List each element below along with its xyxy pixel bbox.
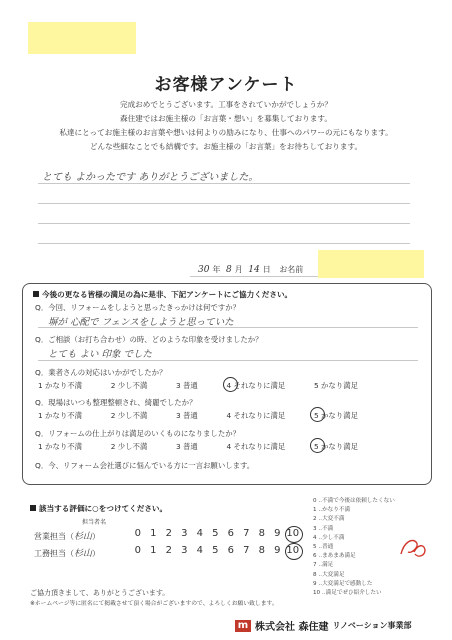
comment-line xyxy=(38,183,410,184)
digit[interactable]: 4 xyxy=(196,545,203,556)
option[interactable]: 3 普通 xyxy=(175,442,198,451)
option[interactable]: 3 普通 xyxy=(175,411,198,420)
digit[interactable]: 8 xyxy=(258,528,265,539)
comment-line xyxy=(38,203,410,204)
scale-item: 3 ‥不満 xyxy=(313,525,334,532)
digit[interactable]: 6 xyxy=(227,545,234,556)
question-6: Q．今、リフォーム会社選びに悩んでいる方に一言お願いします。 xyxy=(35,461,255,470)
option[interactable]: 2 少し不満 xyxy=(110,442,148,451)
name-label: お名前 xyxy=(279,265,304,274)
digit[interactable]: 7 xyxy=(243,528,250,539)
answer-1: 塀が 心配で フェンスをしようと思っていた xyxy=(48,317,234,328)
footer-note: ※ホームページ等に匿名にて掲載させて頂く場合がございますので、よろしくお願い致します。 xyxy=(30,601,278,607)
question-1: Q．今回、リフォームをしようと思ったきっかけは何ですか？ xyxy=(35,303,240,312)
sales-digits xyxy=(130,528,301,539)
scale-item: 1 ‥かなり不満 xyxy=(313,507,351,514)
redacted-top-box xyxy=(28,22,136,54)
options-q4 xyxy=(38,410,358,421)
selection-circle xyxy=(285,543,303,560)
date-row xyxy=(195,264,303,275)
scale-item: 8 ‥大変満足 xyxy=(313,571,345,578)
month-unit: 月 xyxy=(234,265,243,274)
digit[interactable]: 6 xyxy=(227,528,234,539)
intro-line: 私達にとってお施主様のお言葉や想いは何よりの励みになり、仕事へのパワーの元にもなります。 xyxy=(59,128,393,137)
digit[interactable]: 7 xyxy=(243,545,250,556)
redacted-name-box xyxy=(318,250,424,278)
answer-2: とても よい 印象 でした xyxy=(48,349,153,360)
answer-line xyxy=(38,360,418,361)
row-label: 営業担当 xyxy=(34,532,66,541)
comment-handwriting: とても よかったです ありがとうございました。 xyxy=(42,172,259,183)
company-mark: m xyxy=(235,620,251,632)
question-4: Q．現場はいつも整理整頓され、綺麗でしたか？ xyxy=(35,398,197,407)
option-selected[interactable]: 5 かなり満足 xyxy=(314,410,358,421)
staff-name: 杉山 xyxy=(74,532,93,542)
digit[interactable]: 2 xyxy=(165,545,172,556)
rating-header: 該当する評価に○をつけてください。 xyxy=(30,503,167,514)
staff-name: 杉山 xyxy=(74,549,93,559)
option[interactable]: 3 普通 xyxy=(175,381,198,390)
answer-line xyxy=(38,327,418,328)
scale-item: 4 ‥少し不満 xyxy=(313,534,345,541)
rating-scale-legend xyxy=(313,497,395,598)
intro-line: どんな些細なことでも結構です。お施主様の「お言葉」をお待ちしております。 xyxy=(89,142,363,151)
intro-text xyxy=(40,98,412,154)
footer-text xyxy=(30,588,278,610)
option[interactable]: 4 それなりに満足 xyxy=(226,411,286,420)
red-check-mark xyxy=(398,532,428,562)
selection-circle xyxy=(223,377,238,392)
option[interactable]: 2 少し不満 xyxy=(110,411,148,420)
company-logo xyxy=(235,618,412,633)
intro-line: 完成おめでとうございます。工事をされていかがでしょうか？ xyxy=(119,100,332,109)
row-label: 工務担当 xyxy=(34,549,66,558)
scale-item: 9 ‥大変満足で感動した xyxy=(313,580,373,587)
staff-column-label: 担当者名 xyxy=(82,519,107,526)
digit[interactable]: 8 xyxy=(258,545,265,556)
company-name: 株式会社 森住建 xyxy=(255,622,329,633)
digit[interactable]: 0 xyxy=(134,545,141,556)
survey-header: 今後の更なる皆様の満足の為に是非、下記アンケートにご協力ください。 xyxy=(33,289,292,300)
question-3: Q．業者さんの対応はいかがでしたか？ xyxy=(35,368,167,377)
option-selected[interactable]: 4 それなりに満足 xyxy=(227,380,286,391)
company-division: リノベーション事業部 xyxy=(332,621,412,630)
digit[interactable]: 5 xyxy=(212,528,219,539)
digit[interactable]: 3 xyxy=(181,545,188,556)
question-5: Q．リフォームの仕上がりは満足のいくものになりましたか？ xyxy=(35,429,240,438)
options-q3 xyxy=(38,380,358,391)
sales-row: 営業担当（杉山） xyxy=(34,532,101,542)
construction-row: 工務担当（杉山） xyxy=(34,549,101,559)
digit[interactable]: 9 xyxy=(274,528,281,539)
option[interactable]: 2 少し不満 xyxy=(110,381,148,390)
options-q5 xyxy=(38,441,358,452)
day-value: 14 xyxy=(248,265,260,275)
option[interactable]: 4 それなりに満足 xyxy=(226,442,286,451)
option[interactable]: 5 かなり満足 xyxy=(313,381,358,390)
selection-circle xyxy=(310,438,325,453)
year-unit: 年 xyxy=(212,265,221,274)
digit[interactable]: 2 xyxy=(165,528,172,539)
digit[interactable]: 1 xyxy=(150,528,157,539)
page-title: お客様アンケート xyxy=(154,75,298,95)
scale-item: 2 ‥大変不満 xyxy=(313,516,345,523)
month-value: 8 xyxy=(226,265,232,275)
digit[interactable]: 9 xyxy=(274,545,281,556)
digit[interactable]: 3 xyxy=(181,528,188,539)
scale-item: 7 ‥満足 xyxy=(313,562,334,569)
selection-circle xyxy=(310,407,325,422)
intro-line: 森住建ではお施主様の「お言葉・想い」を募集しております。 xyxy=(119,114,332,123)
digit[interactable]: 4 xyxy=(196,528,203,539)
digit[interactable]: 5 xyxy=(212,545,219,556)
comment-line xyxy=(38,243,410,244)
option-selected[interactable]: 5 かなり満足 xyxy=(314,441,358,452)
scale-item: 10 ‥満足でぜひ紹介したい xyxy=(313,590,382,597)
option[interactable]: 1 かなり不満 xyxy=(38,442,83,451)
scale-item: 5 ‥普通 xyxy=(313,544,334,551)
digit-selected[interactable]: 10 xyxy=(285,545,301,556)
construction-digits xyxy=(130,545,301,556)
comment-line xyxy=(38,223,410,224)
option[interactable]: 1 かなり不満 xyxy=(38,411,83,420)
digit[interactable]: 1 xyxy=(150,545,157,556)
digit-selected[interactable]: 10 xyxy=(285,528,301,539)
selection-circle xyxy=(285,526,303,543)
digit[interactable]: 0 xyxy=(134,528,141,539)
footer-thanks: ご協力頂きまして、ありがとうございます。 xyxy=(30,589,170,597)
scale-item: 0 ‥不満で今後は依頼したくない xyxy=(313,498,395,504)
question-2: Q．ご相談（お打ち合わせ）の時、どのような印象を受けましたか？ xyxy=(35,335,263,344)
option[interactable]: 1 かなり不満 xyxy=(38,381,83,390)
scale-item: 6 ‥まあまあ満足 xyxy=(313,553,356,560)
day-unit: 日 xyxy=(262,265,271,274)
year-value: 30 xyxy=(198,265,210,275)
